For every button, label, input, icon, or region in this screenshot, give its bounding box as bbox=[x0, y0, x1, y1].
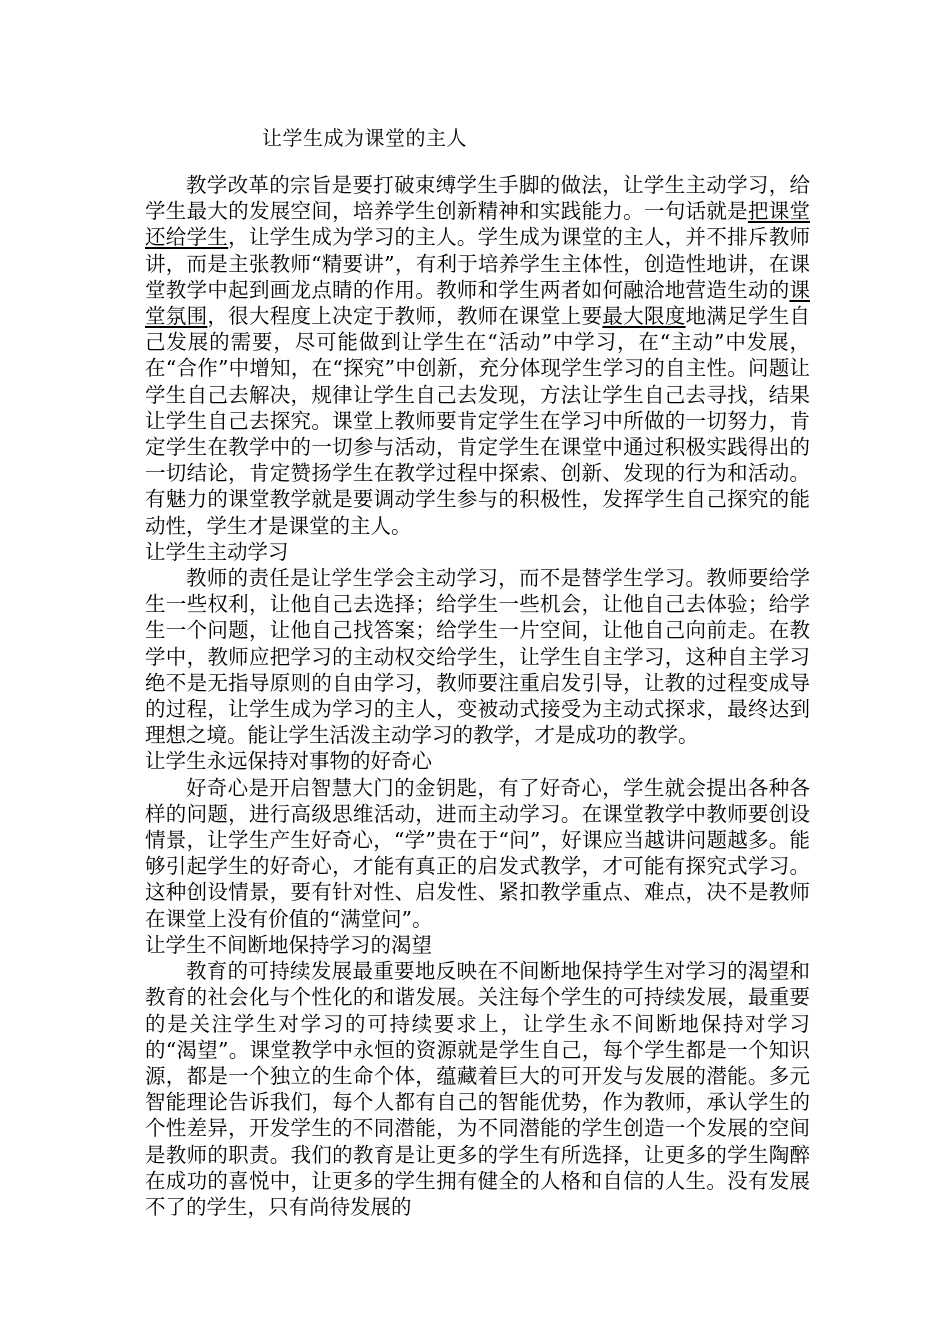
underlined-term-1[interactable]: 把课堂还给学生 bbox=[145, 199, 811, 250]
section-heading-1: 让学生主动学习 bbox=[145, 539, 289, 564]
section-body-3: 教育的可持续发展最重要地反映在不间断地保持学生对学习的渴望和教育的社会化与个性化的和谐发展。关注每个学生的可持续发展，最重要的是关注学生对学习的可持续要求上，让学生永不间断地保持对学习的“渴望”。课堂教学中永恒的资源就是学生自己，每个学生都是一个知识源，都是一个独立的生命个体，蕴藏着巨大的可开发与发展的潜能。多元智能理论告诉我们，每个人都有自己的智能优势，作为教师，承认学生的个性差异，开发学生的不同潜能，为不同潜能的学生创造一个发展的空间是教师的职责。我们的教育是让更多的学生有所选择，让更多的学生陶醉在成功的喜悦中，让更多的学生拥有健全的人格和自信的人生。没有发展不了的学生，只有尚待发展的 bbox=[145, 959, 810, 1219]
section-heading-3: 让学生不间断地保持学习的渴望 bbox=[145, 932, 432, 957]
intro-text-3: ，很大程度上决定于教师，教师在课堂上要 bbox=[207, 304, 603, 329]
underlined-term-2[interactable]: 课堂氛围 bbox=[145, 277, 810, 329]
document-title: 让学生成为课堂的主人 bbox=[262, 126, 467, 150]
intro-text-2: ，让学生成为学习的主人。学生成为课堂的主人，并不排斥教师讲，而是主张教师“精要讲”，有利于培养学生主体性，创造性地讲，在课堂教学中起到画龙点睛的作用。教师和学生两者如何融洽地营造生动的 bbox=[145, 225, 811, 302]
section-body-2: 好奇心是开启智慧大门的金钥匙，有了好奇心，学生就会提出各种各样的问题，进行高级思维活动，进而主动学习。在课堂教学中教师要创设情景，让学生产生好奇心，“学”贵在于“问”，好课应当越讲问题越多。能够引起学生的好奇心，才能有真正的启发式教学，才可能有探究式学习。这种创设情景，要有针对性、启发性、紧扣教学重点、难点，决不是教师在课堂上没有价值的“满堂问”。 bbox=[145, 775, 810, 931]
document-body bbox=[145, 172, 810, 1220]
section-heading-2: 让学生永远保持对事物的好奇心 bbox=[145, 749, 432, 774]
intro-text-1: 教学改革的宗旨是要打破束缚学生手脚的做法，让学生主动学习，给学生最大的发展空间，培养学生创新精神和实践能力。一句话就是 bbox=[145, 173, 810, 224]
intro-paragraph bbox=[145, 172, 810, 539]
section-body-1: 教师的责任是让学生学会主动学习，而不是替学生学习。教师要给学生一些权利，让他自己去选择；给学生一些机会，让他自己去体验；给学生一个问题，让他自己找答案；给学生一片空间，让他自己向前走。在教学中，教师应把学习的主动权交给学生，让学生自主学习，这种自主学习绝不是无指导原则的自由学习，教师要注重启发引导，让教的过程变成导的过程，让学生成为学习的主人，变被动式接受为主动式探求，最终达到理想之境。能让学生活泼主动学习的教学，才是成功的教学。 bbox=[145, 566, 810, 748]
intro-text-4: 地满足学生自己发展的需要，尽可能做到让学生在“活动”中学习，在“主动”中发展，在“合作”中增知，在“探究”中创新，充分体现学生学习的自主性。问题让学生自己去解决，规律让学生自己去发现，方法让学生自己去寻找，结果让学生自己去探究。课堂上教师要肯定学生在学习中所做的一切努力，肯定学生在教学中的一切参与活动，肯定学生在课堂中通过积极实践得出的一切结论，肯定赞扬学生在教学过程中探索、创新、发现的行为和活动。有魅力的课堂教学就是要调动学生参与的积极性，发挥学生自己探究的能动性，学生才是课堂的主人。 bbox=[145, 304, 811, 538]
underlined-term-3[interactable]: 最大限度 bbox=[602, 304, 686, 329]
